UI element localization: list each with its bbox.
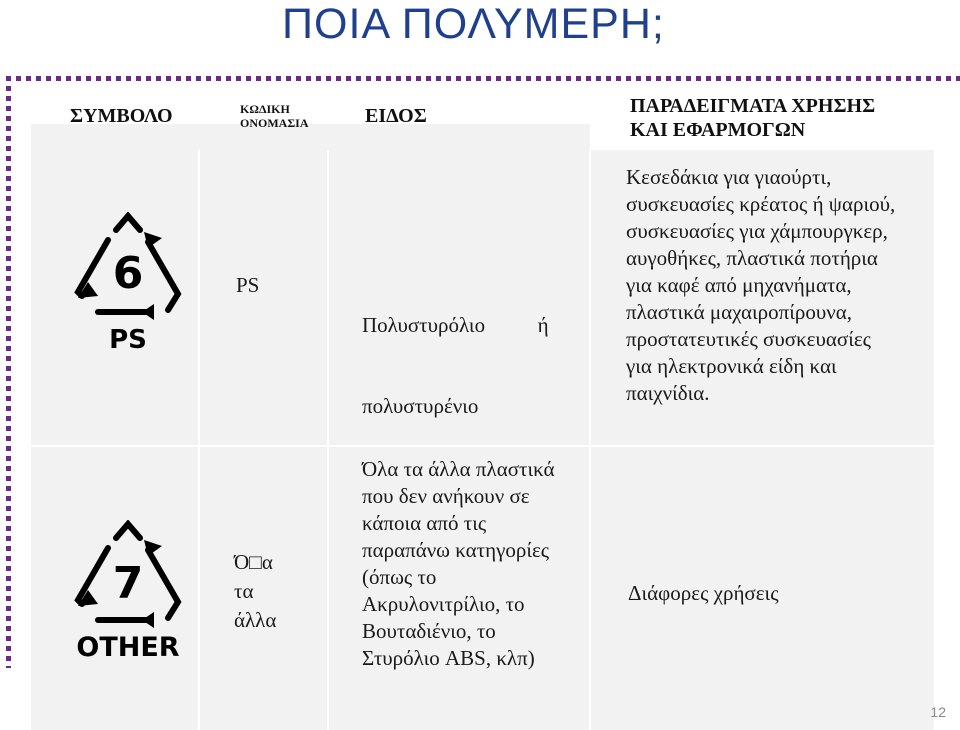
examples-line: συσκευασίες κρέατος ή ψαριού, xyxy=(626,192,896,216)
header-type: ΕΙΔΟΣ xyxy=(365,105,427,127)
column-divider xyxy=(327,150,329,730)
slide-title: ΠΟΙΑ ΠΟΛΥΜΕΡΗ; xyxy=(282,0,665,48)
type-line: Βουταδιένιο, το xyxy=(362,619,496,643)
recycle-label: PS xyxy=(109,325,147,352)
header-examples-line: ΠΑΡΑΔΕΙΓΜΑΤΑ ΧΡΗΣΗΣ xyxy=(630,95,876,117)
type-line: (όπως το xyxy=(362,565,437,589)
examples-line: συσκευασίες για χάμπουργκερ, xyxy=(626,219,888,243)
recycle-number: 6 xyxy=(112,248,144,299)
type-line: Πολυστυρόλιο ή xyxy=(362,313,549,337)
examples-line: προστατευτικές συσκευασίες xyxy=(626,327,871,351)
type-cell xyxy=(362,258,584,447)
examples-cell: Διάφορες χρήσεις xyxy=(628,581,779,605)
code-line: τα xyxy=(234,579,254,603)
column-divider xyxy=(198,150,200,730)
type-line: κάποια από τις xyxy=(362,511,487,535)
header-symbol: ΣΥΜΒΟΛΟ xyxy=(70,105,173,127)
dotted-border-left xyxy=(6,76,11,668)
header-code-line: ΟΝΟΜΑΣΙΑ xyxy=(240,116,309,130)
examples-line: παιχνίδια. xyxy=(626,381,710,405)
code-line: άλλα xyxy=(234,608,277,632)
type-line: που δεν ανήκουν σε xyxy=(362,484,530,508)
code-cell xyxy=(234,548,276,635)
recycle-number: 7 xyxy=(112,558,144,609)
examples-line: πλαστικά μαχαιροπίρουνα, xyxy=(626,300,852,324)
recycle-label: OTHER xyxy=(76,632,180,660)
type-line: πολυστυρένιο xyxy=(362,394,479,418)
examples-line: για καφέ από μηχανήματα, xyxy=(626,273,852,297)
recycle-triangle-6-icon xyxy=(68,212,188,352)
page-number: 12 xyxy=(930,704,946,720)
type-line: Όλα τα άλλα πλαστικά xyxy=(362,457,555,481)
code-cell: PS xyxy=(236,273,260,297)
code-line: Ό□α xyxy=(234,550,273,574)
column-divider xyxy=(589,150,591,730)
dotted-border-top xyxy=(6,76,960,81)
examples-line: αυγοθήκες, πλαστικά ποτήρια xyxy=(626,246,878,270)
examples-line: για ηλεκτρονικά είδη και xyxy=(626,354,837,378)
recycle-7-other-icon xyxy=(66,520,190,665)
header-examples xyxy=(630,94,875,142)
header-code-line: ΚΩΔΙΚΗ xyxy=(240,102,290,116)
type-line: Ακρυλονιτρίλιο, το xyxy=(362,592,525,616)
examples-line: Κεσεδάκια για γιαούρτι, xyxy=(626,165,832,189)
header-code xyxy=(240,102,309,130)
header-examples-line: ΚΑΙ ΕΦΑΡΜΟΓΩΝ xyxy=(630,119,806,141)
examples-cell xyxy=(626,164,895,407)
type-line: Στυρόλιο ABS, κλπ) xyxy=(362,646,535,670)
type-line: παραπάνω κατηγορίες xyxy=(362,538,550,562)
recycle-triangle-7-icon xyxy=(66,520,190,660)
type-cell xyxy=(362,456,555,672)
recycle-6-ps-icon xyxy=(68,212,188,357)
